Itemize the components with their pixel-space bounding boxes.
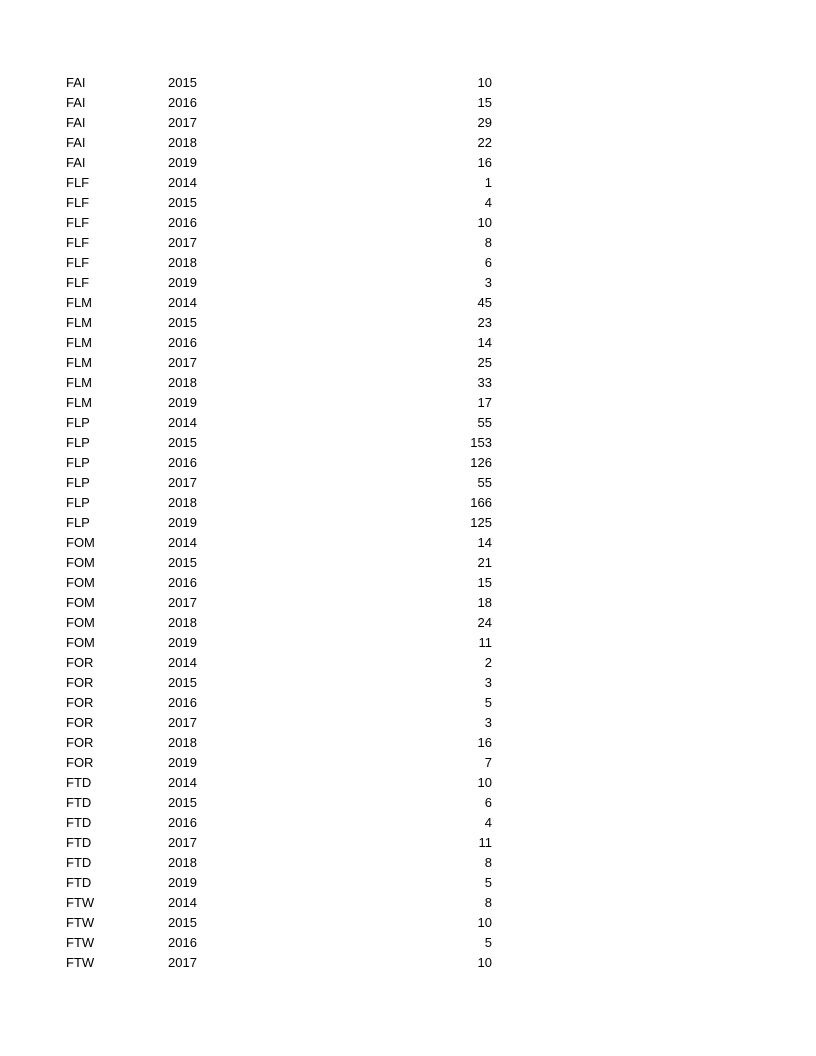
table-row xyxy=(66,393,492,413)
row-year-cell: 2019 xyxy=(168,275,197,290)
row-count-cell: 5 xyxy=(484,935,492,950)
row-code-cell: FLP xyxy=(66,415,90,430)
row-year-cell: 2016 xyxy=(168,935,197,950)
table-row xyxy=(66,193,492,213)
table-row xyxy=(66,433,492,453)
table-row xyxy=(66,113,492,133)
row-code-cell: FLP xyxy=(66,515,90,530)
row-year-cell: 2017 xyxy=(168,715,197,730)
row-code-cell: FOR xyxy=(66,695,94,710)
table-row xyxy=(66,373,492,393)
row-count-cell: 5 xyxy=(484,875,492,890)
row-code-cell: FTD xyxy=(66,775,92,790)
row-year-cell: 2018 xyxy=(168,615,197,630)
row-code-cell: FLP xyxy=(66,435,90,450)
row-count-cell: 4 xyxy=(484,195,492,210)
row-count-cell: 14 xyxy=(477,335,492,350)
row-code-cell: FLF xyxy=(66,255,90,270)
row-year-cell: 2014 xyxy=(168,295,197,310)
row-count-cell: 22 xyxy=(477,135,492,150)
row-count-cell: 2 xyxy=(484,655,492,670)
row-count-cell: 16 xyxy=(477,155,492,170)
row-year-cell: 2016 xyxy=(168,815,197,830)
row-code-cell: FTD xyxy=(66,855,92,870)
table-row xyxy=(66,353,492,373)
table-row xyxy=(66,133,492,153)
row-count-cell: 23 xyxy=(477,315,492,330)
row-code-cell: FTD xyxy=(66,815,92,830)
table-row xyxy=(66,573,492,593)
row-year-cell: 2015 xyxy=(168,75,197,90)
row-year-cell: 2019 xyxy=(168,515,197,530)
table-row xyxy=(66,733,492,753)
table-row xyxy=(66,633,492,653)
table-row xyxy=(66,833,492,853)
row-year-cell: 2019 xyxy=(168,155,197,170)
row-code-cell: FOR xyxy=(66,655,94,670)
row-year-cell: 2017 xyxy=(168,955,197,970)
table-row xyxy=(66,713,492,733)
row-year-cell: 2017 xyxy=(168,235,197,250)
row-code-cell: FOR xyxy=(66,675,94,690)
row-year-cell: 2014 xyxy=(168,415,197,430)
row-year-cell: 2014 xyxy=(168,775,197,790)
row-code-cell: FAI xyxy=(66,115,86,130)
row-code-cell: FLF xyxy=(66,175,90,190)
row-count-cell: 16 xyxy=(477,735,492,750)
row-count-cell: 11 xyxy=(478,635,492,650)
row-count-cell: 14 xyxy=(477,535,492,550)
row-code-cell: FLF xyxy=(66,275,90,290)
row-count-cell: 55 xyxy=(477,415,492,430)
row-count-cell: 15 xyxy=(477,95,492,110)
row-count-cell: 166 xyxy=(470,495,492,510)
row-code-cell: FLP xyxy=(66,495,90,510)
row-code-cell: FOM xyxy=(66,535,95,550)
row-code-cell: FLF xyxy=(66,215,90,230)
row-code-cell: FLP xyxy=(66,475,90,490)
table-row xyxy=(66,273,492,293)
row-count-cell: 7 xyxy=(484,755,492,770)
row-code-cell: FLM xyxy=(66,335,92,350)
table-row xyxy=(66,853,492,873)
row-code-cell: FAI xyxy=(66,95,86,110)
row-code-cell: FAI xyxy=(66,75,86,90)
table-row xyxy=(66,613,492,633)
row-year-cell: 2018 xyxy=(168,735,197,750)
row-count-cell: 126 xyxy=(470,455,492,470)
row-code-cell: FLM xyxy=(66,295,92,310)
row-code-cell: FAI xyxy=(66,135,86,150)
row-year-cell: 2015 xyxy=(168,315,197,330)
row-year-cell: 2016 xyxy=(168,335,197,350)
table-row xyxy=(66,153,492,173)
row-code-cell: FLM xyxy=(66,375,92,390)
table-row xyxy=(66,553,492,573)
table-row xyxy=(66,653,492,673)
table-row xyxy=(66,453,492,473)
row-year-cell: 2017 xyxy=(168,355,197,370)
row-count-cell: 1 xyxy=(484,175,492,190)
row-count-cell: 10 xyxy=(477,775,492,790)
row-code-cell: FOR xyxy=(66,735,94,750)
row-count-cell: 17 xyxy=(477,395,492,410)
row-count-cell: 15 xyxy=(477,575,492,590)
row-code-cell: FOR xyxy=(66,755,94,770)
row-code-cell: FTD xyxy=(66,875,92,890)
row-count-cell: 18 xyxy=(477,595,492,610)
row-year-cell: 2016 xyxy=(168,215,197,230)
row-code-cell: FTW xyxy=(66,955,95,970)
row-year-cell: 2018 xyxy=(168,135,197,150)
table-row xyxy=(66,233,492,253)
row-count-cell: 10 xyxy=(477,215,492,230)
table-row xyxy=(66,173,492,193)
table-row xyxy=(66,693,492,713)
row-count-cell: 11 xyxy=(478,835,492,850)
row-code-cell: FLM xyxy=(66,355,92,370)
row-count-cell: 8 xyxy=(484,895,492,910)
table-row xyxy=(66,793,492,813)
row-code-cell: FTD xyxy=(66,835,92,850)
table-row xyxy=(66,773,492,793)
table-row xyxy=(66,673,492,693)
table-row xyxy=(66,73,492,93)
table-row xyxy=(66,513,492,533)
row-year-cell: 2018 xyxy=(168,255,197,270)
row-year-cell: 2014 xyxy=(168,895,197,910)
row-year-cell: 2019 xyxy=(168,635,197,650)
data-table xyxy=(66,73,492,973)
row-code-cell: FOM xyxy=(66,575,95,590)
row-code-cell: FLM xyxy=(66,395,92,410)
row-count-cell: 5 xyxy=(484,695,492,710)
row-code-cell: FTW xyxy=(66,895,95,910)
table-row xyxy=(66,533,492,553)
row-year-cell: 2015 xyxy=(168,675,197,690)
row-year-cell: 2015 xyxy=(168,435,197,450)
row-count-cell: 10 xyxy=(477,955,492,970)
row-count-cell: 6 xyxy=(484,255,492,270)
row-count-cell: 8 xyxy=(484,235,492,250)
row-code-cell: FLF xyxy=(66,235,90,250)
row-count-cell: 3 xyxy=(484,675,492,690)
row-year-cell: 2018 xyxy=(168,375,197,390)
table-row xyxy=(66,953,492,973)
row-count-cell: 3 xyxy=(484,275,492,290)
table-row xyxy=(66,473,492,493)
row-year-cell: 2018 xyxy=(168,495,197,510)
row-code-cell: FOM xyxy=(66,615,95,630)
table-row xyxy=(66,933,492,953)
row-year-cell: 2014 xyxy=(168,175,197,190)
table-row xyxy=(66,313,492,333)
table-row xyxy=(66,413,492,433)
table-row xyxy=(66,493,492,513)
row-year-cell: 2017 xyxy=(168,835,197,850)
row-code-cell: FAI xyxy=(66,155,86,170)
row-code-cell: FOR xyxy=(66,715,94,730)
row-year-cell: 2016 xyxy=(168,455,197,470)
row-code-cell: FLF xyxy=(66,195,90,210)
row-count-cell: 45 xyxy=(477,295,492,310)
row-count-cell: 33 xyxy=(477,375,492,390)
row-year-cell: 2017 xyxy=(168,115,197,130)
row-code-cell: FTD xyxy=(66,795,92,810)
row-count-cell: 55 xyxy=(477,475,492,490)
row-code-cell: FLP xyxy=(66,455,90,470)
row-count-cell: 125 xyxy=(470,515,492,530)
row-year-cell: 2017 xyxy=(168,595,197,610)
row-count-cell: 3 xyxy=(484,715,492,730)
table-row xyxy=(66,753,492,773)
row-code-cell: FLM xyxy=(66,315,92,330)
row-count-cell: 10 xyxy=(477,915,492,930)
table-row xyxy=(66,593,492,613)
row-code-cell: FOM xyxy=(66,635,95,650)
row-year-cell: 2016 xyxy=(168,575,197,590)
table-row xyxy=(66,213,492,233)
row-count-cell: 29 xyxy=(477,115,492,130)
row-year-cell: 2016 xyxy=(168,695,197,710)
table-row xyxy=(66,913,492,933)
row-count-cell: 6 xyxy=(484,795,492,810)
table-row xyxy=(66,813,492,833)
table-row xyxy=(66,333,492,353)
row-year-cell: 2014 xyxy=(168,535,197,550)
row-year-cell: 2015 xyxy=(168,195,197,210)
row-year-cell: 2014 xyxy=(168,655,197,670)
row-count-cell: 153 xyxy=(470,435,492,450)
table-body xyxy=(66,73,492,973)
row-count-cell: 21 xyxy=(477,555,492,570)
row-year-cell: 2016 xyxy=(168,95,197,110)
row-count-cell: 10 xyxy=(477,75,492,90)
table-row xyxy=(66,93,492,113)
table-row xyxy=(66,253,492,273)
row-count-cell: 4 xyxy=(484,815,492,830)
row-year-cell: 2019 xyxy=(168,395,197,410)
row-code-cell: FOM xyxy=(66,595,95,610)
row-code-cell: FTW xyxy=(66,915,95,930)
row-count-cell: 8 xyxy=(484,855,492,870)
table-row xyxy=(66,893,492,913)
row-year-cell: 2015 xyxy=(168,555,197,570)
row-year-cell: 2017 xyxy=(168,475,197,490)
row-year-cell: 2019 xyxy=(168,875,197,890)
table-row xyxy=(66,293,492,313)
row-year-cell: 2015 xyxy=(168,795,197,810)
row-year-cell: 2019 xyxy=(168,755,197,770)
row-year-cell: 2015 xyxy=(168,915,197,930)
row-code-cell: FTW xyxy=(66,935,95,950)
table-row xyxy=(66,873,492,893)
row-count-cell: 25 xyxy=(477,355,492,370)
row-count-cell: 24 xyxy=(477,615,492,630)
row-code-cell: FOM xyxy=(66,555,95,570)
row-year-cell: 2018 xyxy=(168,855,197,870)
